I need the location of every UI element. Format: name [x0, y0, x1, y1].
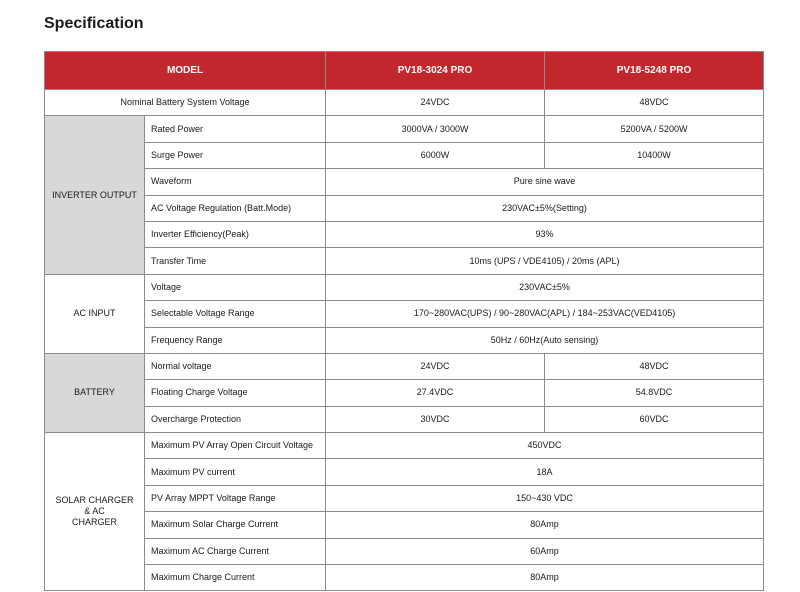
table-row [45, 221, 764, 247]
value-b: 5200VA / 5200W [545, 116, 764, 142]
value-b: 60VDC [545, 406, 764, 432]
value-shared: 60Amp [326, 538, 764, 564]
value-a: 3000VA / 3000W [326, 116, 545, 142]
value-shared: 50Hz / 60Hz(Auto sensing) [326, 327, 764, 353]
table-row [45, 327, 764, 353]
value-shared: 80Amp [326, 565, 764, 591]
group-solar-line3: CHARGER [71, 517, 117, 528]
table-row [45, 406, 764, 432]
value-shared: 170~280VAC(UPS) / 90~280VAC(APL) / 184~253VAC(VED4105) [326, 301, 764, 327]
param-label: Maximum Charge Current [145, 565, 326, 591]
value-a: 27.4VDC [326, 380, 545, 406]
group-inverter-output: INVERTER OUTPUT [45, 116, 145, 274]
table-row [45, 169, 764, 195]
group-ac-input: AC INPUT [45, 274, 145, 353]
model-b-header: PV18-5248 PRO [545, 52, 764, 90]
value-a: 30VDC [326, 406, 545, 432]
param-label: Overcharge Protection [145, 406, 326, 432]
param-label: Inverter Efficiency(Peak) [145, 221, 326, 247]
param-label: Frequency Range [145, 327, 326, 353]
param-label: Maximum PV Array Open Circuit Voltage [145, 433, 326, 459]
table-row [45, 512, 764, 538]
table-row [45, 195, 764, 221]
value-shared: 450VDC [326, 433, 764, 459]
model-header: MODEL [45, 52, 326, 90]
nominal-voltage-b: 48VDC [545, 90, 764, 116]
group-solar-line2: & AC [84, 506, 105, 517]
param-label: Floating Charge Voltage [145, 380, 326, 406]
value-shared: 150~430 VDC [326, 485, 764, 511]
table-row [45, 538, 764, 564]
header-row [45, 52, 764, 90]
param-label: PV Array MPPT Voltage Range [145, 485, 326, 511]
table-row [45, 301, 764, 327]
value-b: 48VDC [545, 353, 764, 379]
page-title: Specification [44, 15, 144, 32]
table-row [45, 90, 764, 116]
table-row [45, 380, 764, 406]
nominal-voltage-a: 24VDC [326, 90, 545, 116]
table-row [45, 565, 764, 591]
param-label: Selectable Voltage Range [145, 301, 326, 327]
value-a: 6000W [326, 142, 545, 168]
table-row [45, 142, 764, 168]
param-label: Transfer Time [145, 248, 326, 274]
specification-table [44, 51, 764, 591]
group-solar-line1: SOLAR CHARGER [55, 495, 134, 506]
value-shared: 230VAC±5%(Setting) [326, 195, 764, 221]
group-solar-charger [45, 433, 145, 591]
value-shared: 18A [326, 459, 764, 485]
group-battery: BATTERY [45, 353, 145, 432]
value-shared: Pure sine wave [326, 169, 764, 195]
param-label: Maximum PV current [145, 459, 326, 485]
value-shared: 80Amp [326, 512, 764, 538]
param-label: AC Voltage Regulation (Batt.Mode) [145, 195, 326, 221]
param-label: Waveform [145, 169, 326, 195]
model-a-header: PV18-3024 PRO [326, 52, 545, 90]
param-label: Rated Power [145, 116, 326, 142]
param-label: Surge Power [145, 142, 326, 168]
value-shared: 93% [326, 221, 764, 247]
param-label: Normal voltage [145, 353, 326, 379]
value-a: 24VDC [326, 353, 545, 379]
table-row [45, 248, 764, 274]
value-b: 10400W [545, 142, 764, 168]
table-row [45, 116, 764, 142]
param-label: Maximum AC Charge Current [145, 538, 326, 564]
table-row [45, 485, 764, 511]
table-row [45, 433, 764, 459]
value-shared: 10ms (UPS / VDE4105) / 20ms (APL) [326, 248, 764, 274]
table-row [45, 459, 764, 485]
nominal-voltage-label: Nominal Battery System Voltage [45, 90, 326, 116]
value-b: 54.8VDC [545, 380, 764, 406]
value-shared: 230VAC±5% [326, 274, 764, 300]
table-row [45, 353, 764, 379]
table-row [45, 274, 764, 300]
param-label: Maximum Solar Charge Current [145, 512, 326, 538]
param-label: Voltage [145, 274, 326, 300]
